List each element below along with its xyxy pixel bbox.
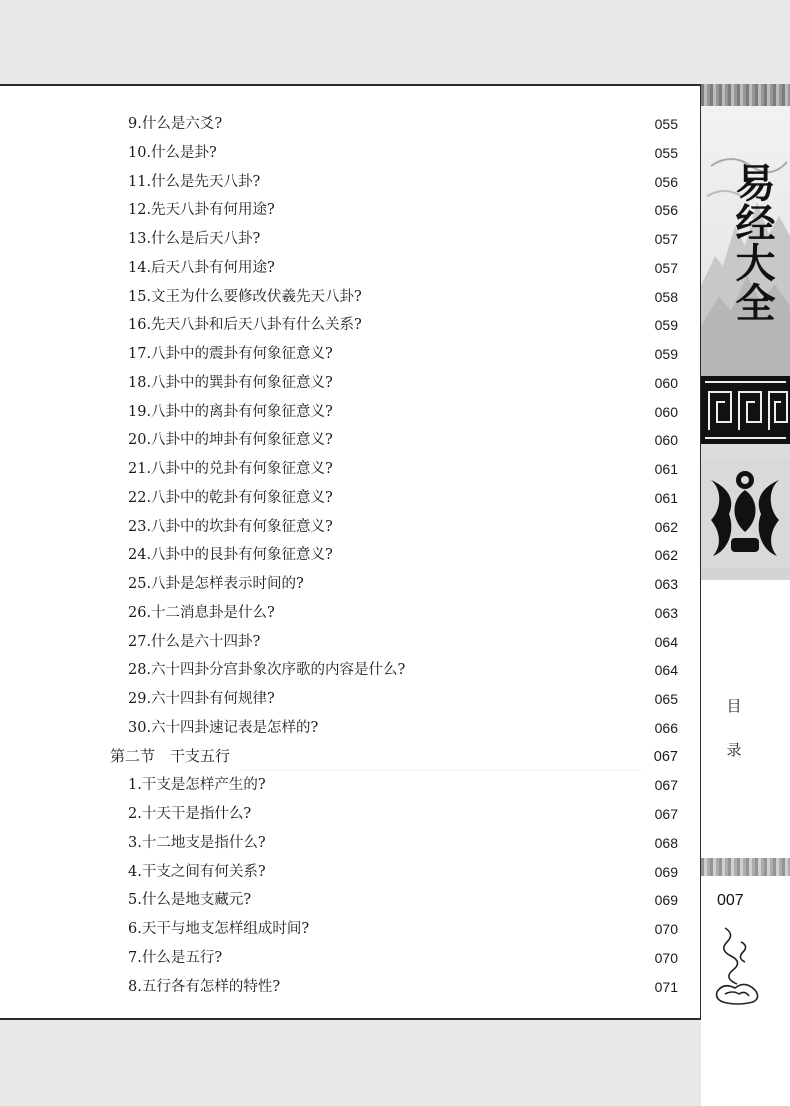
toc-entry-page: 069 [654, 863, 678, 880]
toc-entry-page: 067 [654, 806, 678, 822]
dot-leader [341, 340, 642, 368]
toc-entry [128, 225, 678, 253]
toc-entry [128, 973, 678, 1001]
toc-entry [128, 340, 678, 368]
toc-entry-title: 21.八卦中的兑卦有何象征意义? [128, 461, 333, 477]
toc-entry-page: 068 [654, 834, 678, 851]
dot-leader [283, 196, 642, 224]
section-label-char-1: 目 [726, 697, 742, 715]
toc-entry-title: 10.什么是卦? [128, 144, 217, 161]
section-label [719, 684, 749, 772]
toc-entry [128, 800, 678, 828]
toc-entry [128, 944, 678, 972]
toc-entry-page: 064 [654, 633, 678, 650]
toc-entry-page: 062 [654, 518, 678, 535]
toc-entry-title: 25.八卦是怎样表示时间的? [128, 576, 304, 592]
toc-entry-page: 067 [654, 777, 678, 794]
dot-leader [341, 455, 642, 483]
toc-entry-title: 26.十二消息卦是什么? [128, 604, 275, 621]
toc-entry-title: 24.八卦中的艮卦有何象征意义? [128, 547, 333, 564]
toc-entry [128, 829, 678, 857]
toc-entry-title: 1.干支是怎样产生的? [128, 777, 266, 794]
toc-entry-page: 071 [654, 978, 678, 995]
dot-leader [268, 168, 642, 196]
dot-leader [268, 628, 642, 656]
dot-leader [341, 541, 642, 569]
toc-entry-page: 061 [654, 461, 678, 477]
toc-entry-title: 17.八卦中的震卦有何象征意义? [128, 346, 333, 362]
dot-leader [238, 743, 642, 771]
toc-entry [128, 915, 678, 943]
toc-entry-page: 061 [654, 489, 678, 506]
toc-entry [128, 771, 678, 799]
dot-leader [274, 858, 642, 886]
toc-entry [128, 858, 678, 886]
toc-entry-page: 062 [654, 547, 678, 564]
toc-entry-page: 063 [654, 604, 678, 621]
toc-entry-title: 30.六十四卦速记表是怎样的? [128, 719, 319, 736]
toc-entry-title: 19.八卦中的离卦有何象征意义? [128, 403, 333, 420]
dot-leader [341, 369, 642, 397]
toc-entry [128, 685, 678, 713]
toc-entry-page: 057 [654, 231, 678, 247]
dot-leader [341, 398, 642, 426]
toc-entry-page: 070 [654, 921, 678, 937]
toc-entry-page: 060 [654, 432, 678, 449]
toc-entry-page: 067 [653, 748, 678, 765]
dot-leader [259, 886, 642, 914]
toc-entry [128, 886, 678, 914]
title-panel [701, 84, 790, 580]
toc-entry [128, 139, 678, 167]
dot-leader [225, 139, 642, 167]
dot-leader [230, 944, 642, 972]
toc-entry [128, 714, 678, 742]
toc-entry-title: 13.什么是后天八卦? [128, 231, 261, 247]
side-panel [701, 84, 790, 1106]
dot-leader [326, 714, 642, 742]
toc-entry-title: 7.什么是五行? [128, 949, 223, 966]
toc-entry [128, 541, 678, 569]
toc-entry [128, 283, 678, 311]
toc-entry [128, 628, 678, 656]
toc-entry [128, 168, 678, 196]
toc-entry-title: 6.天干与地支怎样组成时间? [128, 921, 310, 937]
toc-entry-page: 056 [654, 173, 678, 190]
toc-entry-page: 056 [654, 202, 678, 219]
toc-entry-page: 064 [654, 662, 678, 679]
dot-leader [341, 484, 642, 512]
dot-leader [413, 656, 642, 684]
wave-pattern-bottom [701, 858, 790, 876]
toc-entry-title: 第二节 干支五行 [110, 747, 231, 765]
toc-entry-page: 066 [654, 719, 678, 736]
toc-entry-page: 059 [654, 346, 678, 362]
dot-leader [259, 800, 642, 828]
toc-entry [128, 484, 678, 512]
toc-entry [128, 311, 678, 339]
dot-leader [283, 599, 642, 627]
ornament-emblem [701, 460, 790, 568]
toc-entry [128, 398, 678, 426]
toc-entry [128, 513, 678, 541]
toc-section-heading [110, 743, 678, 771]
dot-leader [341, 426, 642, 454]
toc-entry-page: 055 [654, 116, 678, 132]
greek-key-band [701, 376, 790, 444]
section-label-char-2: 录 [726, 741, 742, 759]
dot-leader [283, 254, 642, 282]
toc-entry-page: 057 [654, 259, 678, 276]
toc-entry-title: 3.十二地支是指什么? [128, 834, 266, 851]
toc-entry [128, 426, 678, 454]
dot-leader [274, 829, 642, 857]
toc-entry-title: 23.八卦中的坎卦有何象征意义? [128, 518, 333, 535]
toc-entry [128, 570, 678, 598]
toc-entry-title: 29.六十四卦有何规律? [128, 691, 275, 707]
toc-entry-title: 11.什么是先天八卦? [128, 173, 261, 190]
dot-leader [341, 513, 642, 541]
toc-entry-page: 069 [654, 892, 678, 909]
toc-entry-title: 12.先天八卦有何用途? [128, 202, 275, 219]
toc-entry [128, 599, 678, 627]
toc-entry-page: 060 [654, 374, 678, 391]
toc-entry-title: 14.后天八卦有何用途? [128, 259, 275, 276]
dot-leader [312, 570, 642, 598]
toc-entry [128, 656, 678, 684]
book-title: 易经大全 [729, 162, 776, 322]
toc-entry-title: 15.文王为什么要修改伏羲先天八卦? [128, 288, 362, 305]
toc-entry-title: 4.干支之间有何关系? [128, 863, 266, 880]
toc-entry-title: 18.八卦中的巽卦有何象征意义? [128, 374, 333, 391]
toc-entry [128, 254, 678, 282]
toc-entry [128, 110, 678, 138]
dot-leader [317, 915, 642, 943]
toc-entry-page: 060 [654, 403, 678, 420]
toc-entry-title: 22.八卦中的乾卦有何象征意义? [128, 489, 333, 506]
toc-entry-title: 2.十天干是指什么? [128, 806, 252, 822]
page-number: 007 [717, 892, 744, 909]
toc-entry-title: 27.什么是六十四卦? [128, 633, 261, 650]
dot-leader [274, 771, 642, 799]
toc-entry [128, 196, 678, 224]
dot-leader [283, 685, 642, 713]
toc-entry [128, 369, 678, 397]
toc-entry-title: 5.什么是地支藏元? [128, 892, 252, 909]
dot-leader [230, 110, 642, 138]
toc-entry-title: 9.什么是六爻? [128, 116, 223, 132]
dot-leader [370, 311, 642, 339]
toc-entry [128, 455, 678, 483]
toc-entry-title: 16.先天八卦和后天八卦有什么关系? [128, 317, 362, 334]
toc-page [0, 84, 701, 1020]
toc-entry-page: 055 [654, 144, 678, 161]
toc-entry-page: 063 [654, 576, 678, 592]
dot-leader [370, 283, 642, 311]
toc-entry-title: 20.八卦中的坤卦有何象征意义? [128, 432, 333, 449]
cloud-ornament-icon [711, 922, 761, 1006]
toc-entry-page: 065 [654, 691, 678, 707]
toc-entry-title: 8.五行各有怎样的特性? [128, 978, 281, 995]
toc-entry-page: 059 [654, 317, 678, 334]
dot-leader [268, 225, 642, 253]
wave-pattern-top [701, 84, 790, 106]
toc-entry-page: 058 [654, 288, 678, 305]
toc-entry-page: 070 [654, 949, 678, 966]
toc-entry-title: 28.六十四卦分宫卦象次序歌的内容是什么? [128, 662, 406, 679]
dot-leader [288, 973, 642, 1001]
